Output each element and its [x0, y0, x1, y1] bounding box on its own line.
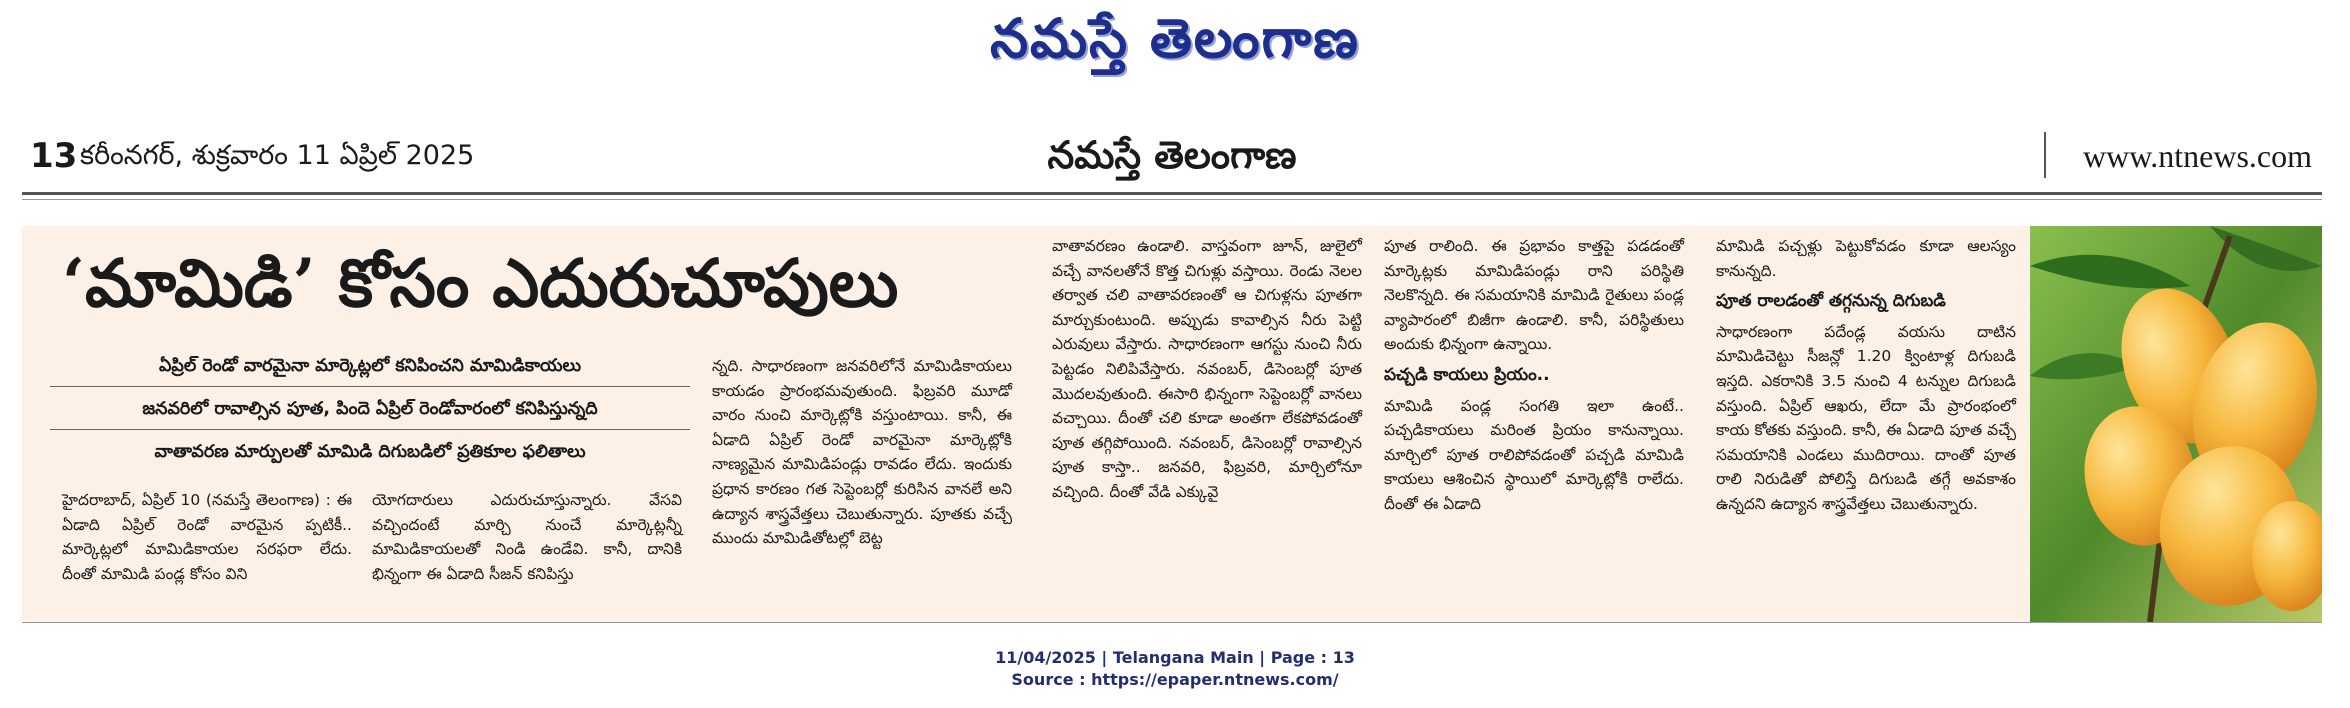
- subhead-3: వాతావరణ మార్పులతో మామిడి దిగుబడిలో ప్రతికూల ఫలితాలు: [154, 442, 586, 462]
- article-column-6: [1716, 234, 2016, 517]
- column-5-text-1: పూత రాలింది. ఈ ప్రభావం కాత్తపై పడడంతో మార్కెట్లకు మామిడిపండ్లు రాని పరిస్థితి నెలకొన్నది. ఈ సమయానికి మామిడి రైతులు పండ్ల వ్యాపారంలో బిజీగా ఉండాలి. కానీ, పరిస్థితులు అందుకు భిన్నంగా ఉన్నాయి.: [1384, 237, 1684, 354]
- footer-source-link[interactable]: Source : https://epaper.ntnews.com/: [1011, 670, 1339, 689]
- article-column-5: [1384, 234, 1684, 517]
- column-2-text: యోగదారులు ఎదురుచూస్తున్నారు. వేసవి వచ్చిందంటే మార్చి నుంచే మార్కెట్లన్నీ మామిడికాయలతో నిండి ఉండేవి. కానీ, దానికి భిన్నంగా ఈ ఏడాది సీజన్ కనిపిస్తు: [372, 491, 682, 583]
- dateline: కరీంనగర్, శుక్రవారం 11 ఏప్రిల్ 2025: [80, 140, 475, 171]
- article-column-2: [372, 488, 682, 586]
- article-column-3: [712, 354, 1012, 551]
- header-paper-title: నమస్తే తెలంగాణ: [1047, 132, 1297, 177]
- column-4-text: వాతావరణం ఉండాలి. వాస్తవంగా జూన్, జులైలో వచ్చే వానలతోనే కొత్త చిగుళ్లు వస్తాయి. రెండు నెలల తర్వాత చలి వాతావరణంతో ఆ చిగుళ్లను పూతగా మార్చుకుంటుంది. అప్పుడు కావాల్సిన నీరు పెట్టి ఎరువులు వేస్తారు. సాధారణంగా ఆగస్టు నుంచి నీరు పెట్టడం నిలిపివేస్తారు. నవంబర్, డిసెంబర్లో పూత మొదలవుతుంది. ఈసారి భిన్నంగా సెప్టెంబర్లో వానలు వచ్చాయి. దీంతో చలి కూడా అంతగా లేకపోవడంతో పూత తగ్గిపోయింది. నవంబర్, డిసెంబర్లో రావాల్సిన పూత కాస్తా.. జనవరి, ఫిబ్రవరి, మార్చిలోనూ వచ్చింది. దీంతో వేడి ఎక్కువై: [1052, 237, 1362, 501]
- website-link[interactable]: www.ntnews.com: [2083, 138, 2312, 174]
- article-headline: ‘మామిడి’ కోసం ఎదురుచూపులు: [62, 244, 899, 322]
- header-rule-thin: [22, 199, 2322, 200]
- mango-illustration-icon: [2030, 226, 2322, 622]
- page-header: [22, 128, 2322, 188]
- column-6-text-1: మామిడి పచ్చళ్లు పెట్టుకోవడం కూడా ఆలస్యం కానున్నది.: [1716, 237, 2016, 280]
- header-divider: [2044, 132, 2046, 178]
- column-6-text-2: సాధారణంగా పదేండ్ల వయసు దాటిన మామిడిచెట్టు సీజన్లో 1.20 క్వింటాళ్ల దిగుబడి ఇస్తది. ఎకరానికి 3.5 నుంచి 4 టన్నుల దిగుబడి వస్తుంది. ఏప్రిల్ ఆఖరు, లేదా మే ప్రారంభంలో కాయ కోతకు వస్తుంది. కానీ, ఈ ఏడాది పూత వచ్చే సమయానికి ఎండలు ముదిరాయి. దాంతో పూత రాలి నిరుడితో పోలిస్తే దిగుబడి తగ్గే అవకాశం ఉన్నదని ఉద్యాన శాస్త్రవేత్తలు చెబుతున్నారు.: [1716, 322, 2016, 513]
- footer-rule: [22, 622, 2322, 623]
- article-column-4: [1052, 234, 1362, 505]
- section-heading-yield: పూత రాలడంతో తగ్గనున్న దిగుబడి: [1716, 291, 1946, 312]
- page-number: 13: [30, 136, 78, 176]
- column-3-text: న్నది. సాధారణంగా జనవరిలోనే మామిడికాయలు కాయడం ప్రారంభమవుతుంది. ఫిబ్రవరి మూడో వారం నుంచి మార్కెట్లోకి వస్తుంటాయి. కానీ, ఈ ఏడాది ఏప్రిల్ రెండో వారమైనా మార్కెట్లోకి నాణ్యమైన మామిడిపండ్లు రావడం లేదు. ఇందుకు ప్రధాన కారణం గత సెప్టెంబర్లో కురిసిన వానలే అని ఉద్యాన శాస్త్రవేత్తలు చెబుతున్నారు. పూతకు వచ్చే ముందు మామిడితోటల్లో బెట్ట: [712, 357, 1012, 548]
- article-column-1: [62, 488, 352, 586]
- column-1-text: హైదరాబాద్, ఏప్రిల్ 10 (నమస్తే తెలంగాణ) : ఈ ఏడాది ఏప్రిల్ రెండో వారమైన ప్పటికీ.. మార్కెట్లలో మామిడికాయల సరఫరా లేదు. దీంతో మామిడి పండ్ల కోసం విని: [62, 491, 352, 583]
- article-subheads: [50, 356, 690, 484]
- mango-photo: [2030, 226, 2322, 622]
- section-heading-pickle: పచ్చడి కాయలు ప్రియం..: [1384, 364, 1550, 385]
- column-5-text-2: మామిడి పండ్ల సంగతి ఇలా ఉంటే.. పచ్చడికాయలు మరింత ప్రియం కానున్నాయి. మార్చిలో పూత రాలిపోవడంతో పచ్చడి మామిడి కాయలు ఆశించిన స్థాయిలో మార్కెట్లోకి రాలేదు. దీంతో ఈ ఏడాది: [1384, 396, 1684, 513]
- masthead-logo: నమస్తే తెలంగాణ: [990, 6, 1360, 70]
- subhead-2: జనవరిలో రావాల్సిన పూత, పిందె ఏప్రిల్ రెండోవారంలో కనిపిస్తున్నది: [50, 399, 690, 430]
- footer-edition-info: 11/04/2025 | Telangana Main | Page : 13: [995, 648, 1355, 667]
- header-rule: [22, 192, 2322, 195]
- subhead-1: ఏప్రిల్ రెండో వారమైనా మార్కెట్లలో కనిపించని మామిడికాయలు: [50, 356, 690, 387]
- article-box: [22, 226, 2322, 622]
